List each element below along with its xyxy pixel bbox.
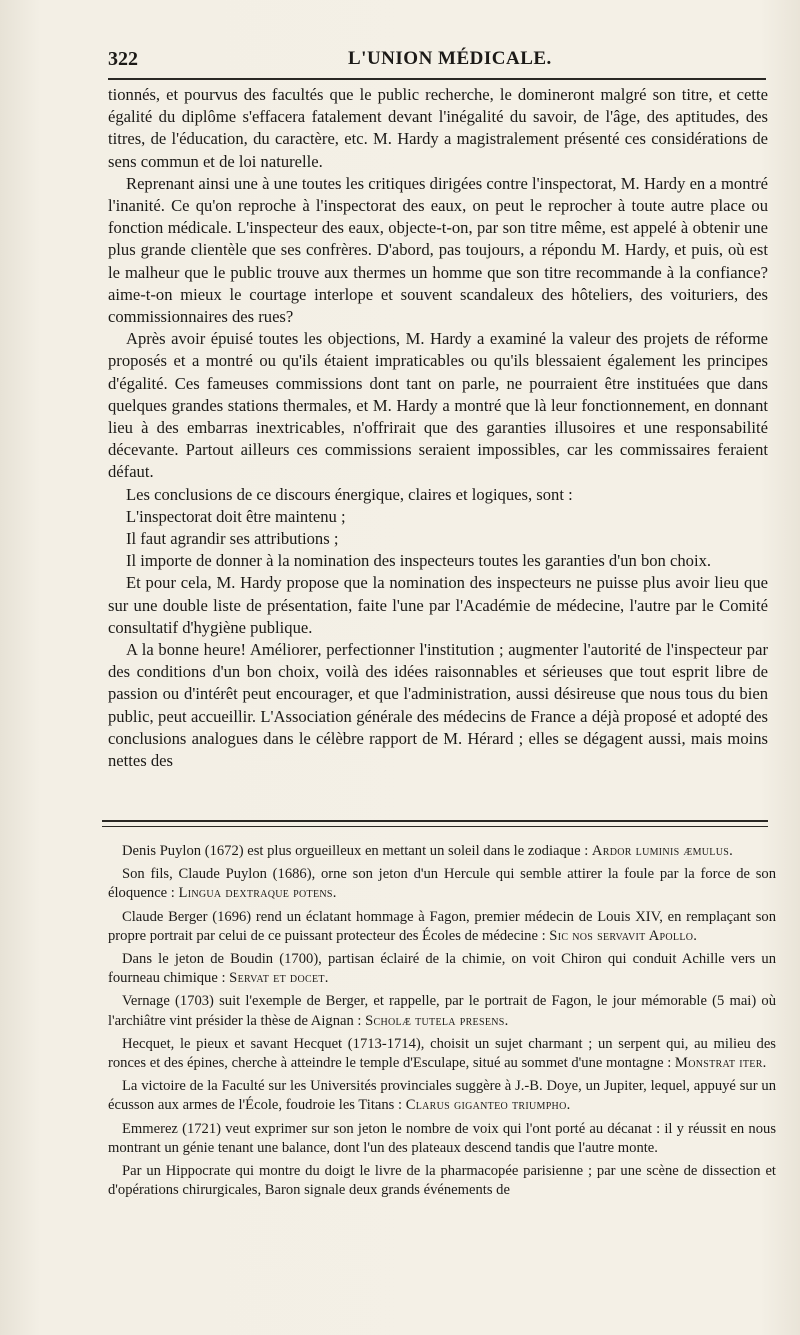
footnote-motto: Monstrat iter. (674, 1055, 767, 1072)
footnote-paragraph (108, 1077, 776, 1115)
footnote-paragraph (108, 950, 776, 988)
conclusion-item: Il faut agrandir ses attributions ; (126, 529, 339, 549)
footnote-separator (102, 820, 768, 827)
paragraph: Reprenant ainsi une à une toutes les critiques dirigées contre l'inspectorat, M. Hardy en a montré l'inanité. Ce qu'on reproche à l'inspectorat des eaux, on peut le reprocher à toute autre place ou fonction médicale. L'inspecteur des eaux, objecte-t-on, par son titre même, est appelé à obtenir une plus grande clientèle que ses confrères. D'abord, pas toujours, a répondu M. Hardy, et puis, où est le malheur que le public trouve aux thermes un homme que son titre recommande à la confiance? aime-t-on mieux le courtage interlope et souvent scandaleux des hôteliers, des voituriers, des commissionnaires des rues? (108, 173, 768, 327)
footnote-text: Vernage (1703) suit l'exemple de Berger, et rappelle, par le portrait de Fagon, le jour mémorable (5 mai) où l'archiâtre vint présider la thèse de Aignan : (108, 993, 776, 1029)
footnote-paragraph (108, 1162, 776, 1200)
footnote-text: Son fils, Claude Puylon (1686), orne son jeton d'un Hercule qui semble attirer la foule par la force de son éloquence : (108, 866, 776, 902)
footnote-text: Claude Berger (1696) rend un éclatant hommage à Fagon, premier médecin de Louis XIV, en remplaçant son propre portrait par celui de ce puissant protecteur des Écoles de médecine : (108, 908, 776, 944)
paragraph: Après avoir épuisé toutes les objections, M. Hardy a examiné la valeur des projets de réforme proposés et a montré ou qu'ils étaient impraticables ou qu'ils blessaient également les principes d'égalité. Ces fameuses commissions dont tant on parle, ne pourraient être instituées que dans quelques grandes stations thermales, et M. Hardy a montré que là leur fonctionnement, en donnant lieu à des embarras inextricables, n'offrirait que des garanties illusoires et une responsabilité décevante. Partout ailleurs ces commissions seraient impossibles, car les commissaires feraient défaut. (108, 329, 768, 482)
page-header (108, 44, 768, 76)
paragraph: A la bonne heure! Améliorer, perfectionner l'institution ; augmenter l'autorité de l'inspecteur par des conditions d'un bon choix, voilà des idées raisonnables et sérieuses que tout esprit libre de passion ou d'intérêt peut encourager, et que l'administration, aussi désireuse que nous tous du bien public, peut accueillir. L'Association générale des médecins de France a déjà proposé et adopté des conclusions analogues dans le célèbre rapport de M. Hérard ; elles se dégagent aussi, mais moins nettes des (108, 640, 768, 771)
footnote-motto: Servat et docet. (229, 970, 329, 987)
footnote-paragraph (108, 1035, 776, 1073)
footnote-paragraph (108, 865, 776, 903)
paragraph: Les conclusions de ce discours énergique, claires et logiques, sont : (126, 484, 573, 504)
paragraph: Et pour cela, M. Hardy propose que la nomination des inspecteurs ne puisse plus avoir lieu que sur une double liste de présentation, faite l'une par l'Académie de médecine, l'autre par le Comité consultatif d'hygiène publique. (108, 573, 768, 637)
conclusion-item: L'inspectorat doit être maintenu ; (126, 506, 346, 526)
footnote-text: Hecquet, le pieux et savant Hecquet (1713-1714), choisit un sujet charmant ; un serpent qui, au milieu des ronces et des épines, cherche à atteindre le temple d'Esculape, situé au sommet d'une montagne : (108, 1035, 776, 1072)
footnote-motto: Ardor luminis æmulus. (591, 843, 734, 859)
footnote-motto: Sic nos servavit Apollo. (549, 927, 698, 944)
footnote-text: Emmerez (1721) veut exprimer sur son jeton le nombre de voix qui l'ont porté au décanat : il y réussit en nous montrant un génie tenant une balance, dont l'un des plateaux descend tandis que l'autre monte. (108, 1120, 776, 1156)
footnote-text: Par un Hippocrate qui montre du doigt le livre de la pharmacopée parisienne ; par une scène de dissection et d'opérations chirurgicales, Baron signale deux grands événements de (108, 1163, 776, 1199)
page-number: 322 (108, 48, 138, 70)
footnote-paragraph (108, 842, 776, 861)
conclusion-item: Il importe de donner à la nomination des inspecteurs toutes les garanties d'un bon choix. (126, 551, 712, 571)
footnote-text: Dans le jeton de Boudin (1700), partisan éclairé de la chimie, on voit Chiron qui conduit Achille vers un fourneau chimique : (108, 951, 776, 987)
footnote-paragraph (108, 908, 776, 946)
footnote-motto: Clarus giganteo triumpho. (405, 1097, 571, 1114)
footnote-text: Denis Puylon (1672) est plus orgueilleux en mettant un soleil dans le zodiaque : (122, 843, 592, 859)
footnote-motto: Lingua dextraque potens. (178, 885, 337, 902)
header-rule (108, 78, 766, 80)
footnote-motto: Scholæ tutela presens. (365, 1012, 509, 1029)
body-text (108, 84, 768, 772)
paragraph: tionnés, et pourvus des facultés que le public recherche, le domineront malgré son titre, et cette égalité du diplôme s'effacera fatalement devant l'inégalité du savoir, de l'âge, des aptitudes, des titres, de l'éducation, du caractère, etc. M. Hardy a magistralement présenté ces considérations de sens commun et de loi naturelle. (108, 85, 768, 171)
footnote-text: La victoire de la Faculté sur les Universités provinciales suggère à J.-B. Doye, un Jupiter, lequel, appuyé sur un écusson aux armes de l'École, foudroie les Titans : (108, 1078, 776, 1114)
footnotes (108, 842, 776, 1204)
footnote-paragraph (108, 1120, 776, 1158)
footnote-paragraph (108, 992, 776, 1030)
running-title: L'UNION MÉDICALE. (348, 48, 552, 69)
